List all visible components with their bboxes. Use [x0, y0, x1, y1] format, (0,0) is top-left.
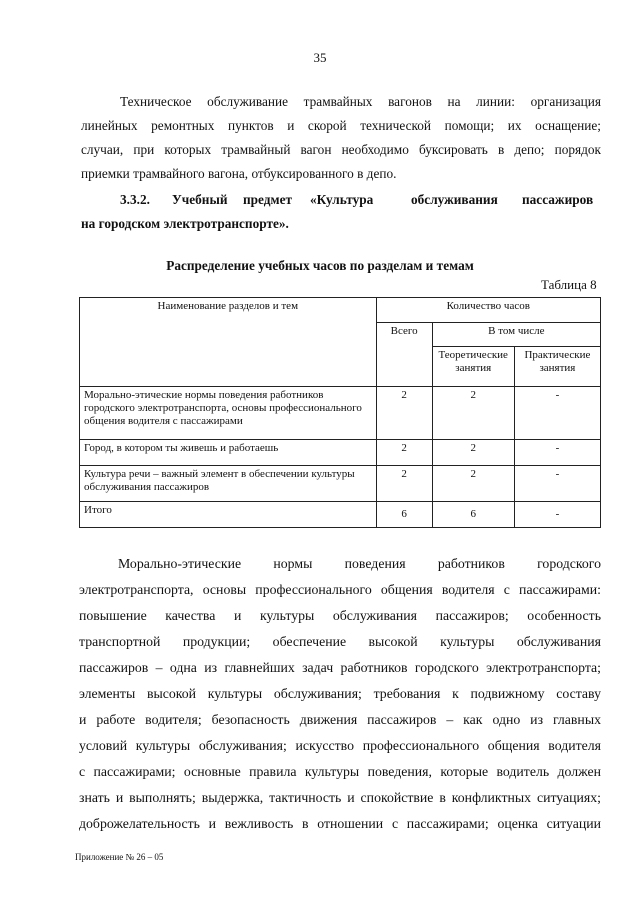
row-practice: -: [514, 387, 600, 440]
section-word-5: пассажиров: [522, 192, 594, 207]
body-line-7: и работе водителя; безопасность движения пассажиров – как одно из главных: [79, 712, 601, 727]
row-theory: 2: [432, 440, 514, 466]
body-line-1: Морально-этические нормы поведения работников городского: [118, 556, 601, 571]
header-total: Всего: [376, 323, 432, 387]
body-line-8: условий культуры обслуживания; искусство профессионального общения водителя: [79, 738, 601, 753]
row-total: 2: [376, 466, 432, 502]
table-row: [80, 502, 601, 528]
row-practice: -: [514, 502, 600, 528]
intro-line-1: Техническое обслуживание трамвайных вагонов на линии: организация: [120, 94, 601, 109]
header-including: В том числе: [432, 323, 600, 347]
section-title-line-2: на городском электротранспорте».: [81, 216, 289, 231]
intro-line-3: случаи, при которых трамвайный вагон необходимо буксировать в депо; порядок: [81, 142, 601, 157]
table-title: Распределение учебных часов по разделам и темам: [166, 258, 474, 273]
row-practice: -: [514, 440, 600, 466]
section-word-4: обслуживания: [411, 192, 498, 207]
page-number: 35: [313, 50, 327, 65]
body-line-2: электротранспорта, основы профессионального общения водителя с пассажирами:: [79, 582, 601, 597]
hours-table: [79, 297, 601, 528]
header-practice: Практические занятия: [514, 347, 600, 387]
intro-line-4: приемки трамвайного вагона, отбуксированного в депо.: [81, 166, 397, 181]
row-name: Город, в котором ты живешь и работаешь: [80, 440, 377, 466]
row-name: Культура речи – важный элемент в обеспечении культуры обслуживания пассажиров: [80, 466, 377, 502]
row-theory: 2: [432, 387, 514, 440]
row-total: 6: [376, 502, 432, 528]
body-line-5: пассажиров – одна из главнейших задач работников городского электротранспорта;: [79, 660, 601, 675]
row-total: 2: [376, 440, 432, 466]
row-practice: -: [514, 466, 600, 502]
row-name: Итого: [80, 502, 377, 528]
header-section-name: Наименование разделов и тем: [80, 298, 377, 387]
table-row: [80, 440, 601, 466]
header-hours: Количество часов: [376, 298, 600, 323]
row-theory: 2: [432, 466, 514, 502]
row-theory: 6: [432, 502, 514, 528]
intro-line-2: линейных ремонтных пунктов и скорой технической помощи; их оснащение;: [81, 118, 601, 133]
body-line-6: элементы высокой культуры обслуживания; требования к подвижному составу: [79, 686, 601, 701]
row-name: Морально-этические нормы поведения работников городского электротранспорта, основы профессионального общения водителя с пассажирами: [80, 387, 377, 440]
header-theory: Теоретические занятия: [432, 347, 514, 387]
section-word-2: предмет: [243, 192, 292, 207]
body-line-11: доброжелательность и вежливость в отношении с пассажирами; оценка ситуации: [79, 816, 601, 831]
row-total: 2: [376, 387, 432, 440]
section-word-3: «Культура: [310, 192, 374, 207]
body-line-4: транспортной продукции; обеспечение высокой культуры обслуживания: [79, 634, 601, 649]
body-line-9: с пассажирами; основные правила культуры поведения, которые водитель должен: [79, 764, 601, 779]
section-number: 3.3.2.: [120, 192, 150, 207]
table-caption: Таблица 8: [541, 277, 597, 292]
table-row: [80, 466, 601, 502]
section-word-1: Учебный: [172, 192, 228, 207]
footer-note: Приложение № 26 – 05: [75, 852, 164, 862]
table-row: [80, 387, 601, 440]
body-line-10: знать и выполнять; выдержка, тактичность и спокойствие в конфликтных ситуациях;: [79, 790, 601, 805]
body-line-3: повышение качества и культуры обслуживания пассажиров; особенность: [79, 608, 601, 623]
